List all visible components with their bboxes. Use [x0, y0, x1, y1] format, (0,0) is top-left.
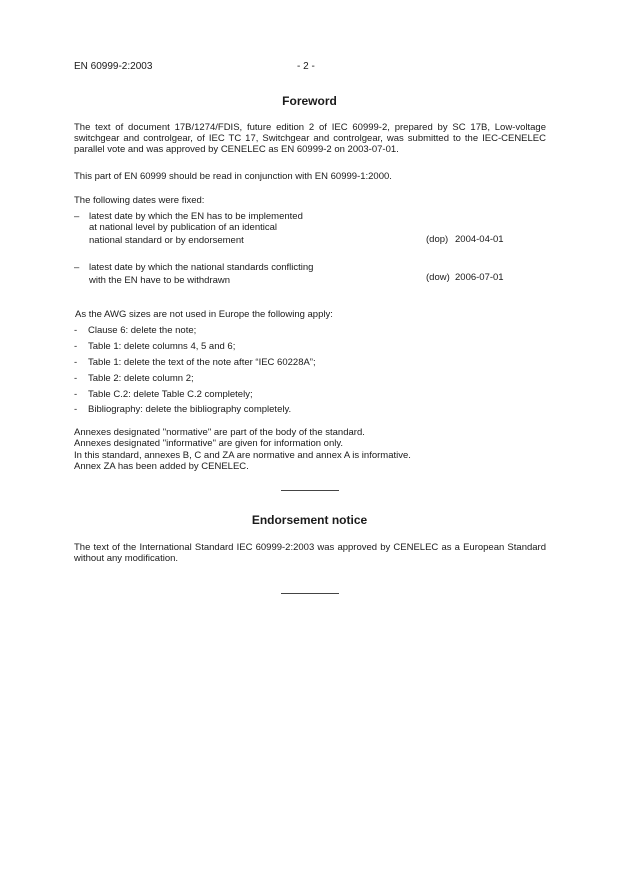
awg-list-item [74, 342, 235, 353]
annex-note: In this standard, annexes B, C and ZA are normative and annex A is informative. [74, 450, 411, 461]
endorsement-title: Endorsement notice [251, 513, 368, 527]
awg-item-text: Table 1: delete the text of the note after “IEC 60228A”; [88, 357, 316, 368]
bullet-marker: - [74, 357, 78, 368]
bullet-marker: - [74, 341, 78, 352]
date-code: (dow) [426, 272, 450, 283]
date-item-line: at national level by publication of an identical [89, 222, 278, 233]
awg-item-text: Bibliography: delete the bibliography completely. [88, 404, 292, 415]
endorsement-text: The text of the International Standard IEC 60999-2:2003 was approved by CENELEC as a European Standard without any modification. [74, 542, 546, 564]
date-item-line: latest date by which the EN has to be implemented [89, 211, 303, 222]
awg-list-item [74, 358, 316, 369]
annex-note: Annexes designated "informative" are given for information only. [74, 438, 344, 449]
document-id: EN 60999-2:2003 [74, 61, 153, 72]
awg-item-text: Clause 6: delete the note; [88, 325, 197, 336]
date-value: 2006-07-01 [455, 272, 504, 283]
awg-intro: As the AWG sizes are not used in Europe the following apply: [75, 309, 333, 320]
bullet-marker: - [74, 389, 78, 400]
dash-marker: – [74, 211, 80, 222]
conjunction-note: This part of EN 60999 should be read in conjunction with EN 60999-1:2000. [74, 171, 392, 182]
dates-intro: The following dates were fixed: [74, 195, 205, 206]
date-code: (dop) [426, 234, 449, 245]
foreword-intro: The text of document 17B/1274/FDIS, future edition 2 of IEC 60999-2, prepared by SC 17B, Low-voltage switchgear and controlgear, of IEC TC 17, Switchgear and controlgear, was submitted to the IEC-CENELEC parallel vote and was approved by CENELEC as EN 60999-2 on 2003-07-01. [74, 122, 546, 155]
annex-note: Annex ZA has been added by CENELEC. [74, 461, 249, 472]
date-item-line: with the EN have to be withdrawn [89, 275, 230, 286]
awg-item-text: Table 2: delete column 2; [88, 373, 194, 384]
date-item-line: national standard or by endorsement [89, 235, 244, 246]
section-divider [281, 490, 339, 491]
awg-item-text: Table 1: delete columns 4, 5 and 6; [88, 341, 236, 352]
awg-list-item [74, 405, 291, 416]
page-number: - 2 - [297, 61, 315, 72]
bullet-marker: - [74, 325, 78, 336]
date-item-line: latest date by which the national standards conflicting [89, 262, 314, 273]
awg-list-item [74, 374, 194, 385]
awg-list-item [74, 326, 196, 337]
dash-marker: – [74, 262, 80, 273]
bullet-marker: - [74, 373, 78, 384]
date-value: 2004-04-01 [455, 234, 504, 245]
annex-note: Annexes designated "normative" are part of the body of the standard. [74, 427, 365, 438]
awg-item-text: Table C.2: delete Table C.2 completely; [88, 389, 253, 400]
foreword-title: Foreword [282, 94, 337, 108]
bullet-marker: - [74, 404, 78, 415]
section-divider [281, 593, 339, 594]
awg-list-item [74, 390, 253, 401]
